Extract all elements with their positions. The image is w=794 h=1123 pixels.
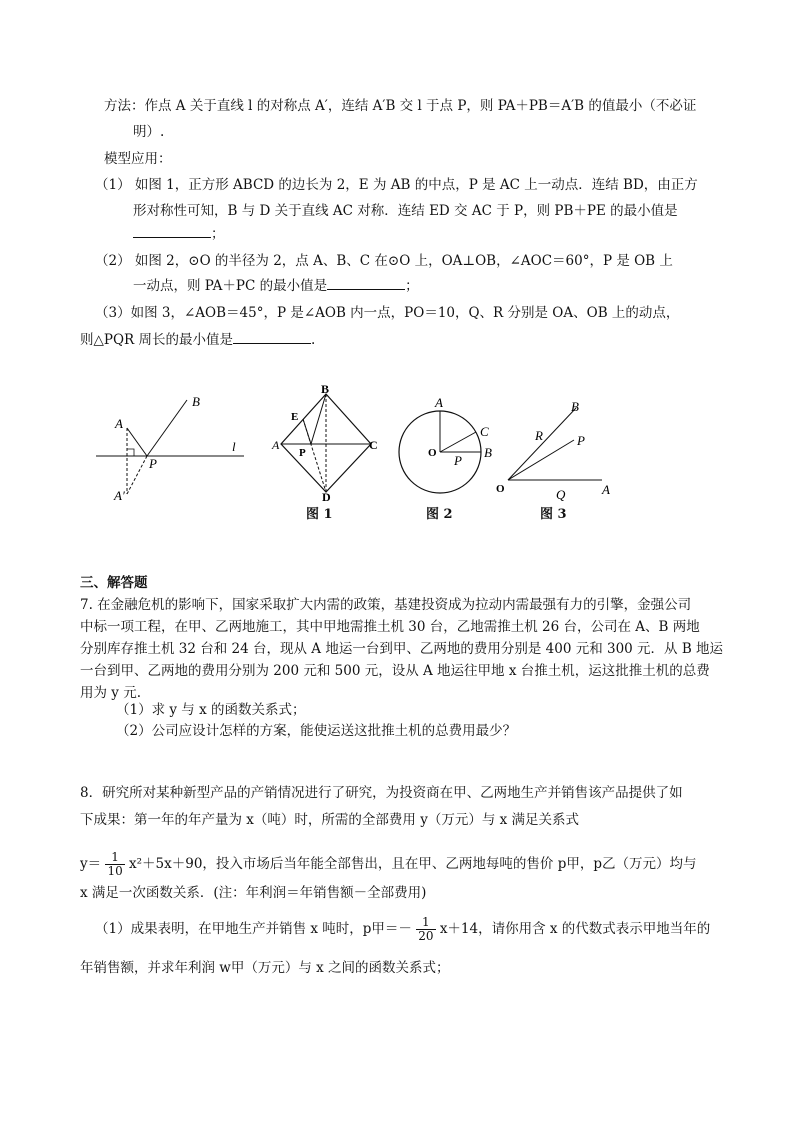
fig1-label-d: D (322, 490, 331, 502)
q7-line-2: 中标一项工程，在甲、乙两地施工，其中甲地需推土机 30 台，乙地需推土机 26 台，公司在 A、B 两地 (80, 619, 700, 635)
q8-sub-1 (95, 916, 710, 943)
fraction-numerator: 1 (416, 916, 435, 930)
method-line-2: 明）. (133, 124, 165, 140)
q7-line-5: 用为 y 元. (80, 685, 142, 701)
fig0-label-a: A (115, 416, 123, 431)
q1-line-1: （1） 如图 1，正方形 ABCD 的边长为 2，E 为 AB 的中点，P 是 AC 上一动点．连结 BD，由正方 (95, 177, 698, 193)
caption-figure-1: 图 1 (306, 507, 333, 522)
segment-pb (147, 400, 187, 456)
fig3-label-p: P (577, 433, 585, 448)
fig2-label-o: O (428, 447, 437, 459)
q2-answer-blank[interactable] (327, 277, 405, 290)
right-angle-mark (127, 449, 134, 456)
fig0-label-b: B (192, 394, 200, 409)
q1-line-3-end: ； (211, 226, 225, 242)
fraction-denominator: 10 (107, 864, 123, 878)
fig2-label-b: B (484, 445, 492, 460)
fraction-one-twentieth (416, 916, 435, 943)
q2-line-2 (133, 277, 419, 295)
q8-formula-rest: x²＋5x＋90，投入市场后当年能全部售出，且在甲、乙两地每吨的售价 p甲，p乙（万元）均与 (129, 856, 697, 872)
fig3-label-o: O (496, 483, 505, 495)
fig0-label-p: P (149, 456, 157, 471)
segment-op (508, 440, 574, 480)
q3-line-2-end: . (311, 332, 316, 348)
figure-1-square (268, 384, 383, 502)
q8-line-4: x 满足一次函数关系．(注：年利润＝年销售额－全部费用) (80, 885, 427, 901)
fig1-label-e: E (291, 411, 299, 423)
fraction-denominator: 20 (418, 929, 434, 943)
fig2-label-p: P (454, 453, 462, 468)
q8-line-2: 下成果：第一年的年产量为 x（吨）时，所需的全部费用 y（万元）与 x 满足关系式 (80, 812, 580, 828)
fig0-label-aprime: A′ (114, 488, 125, 503)
section-3-heading: 三、解答题 (80, 575, 148, 591)
fig3-label-a: A (602, 482, 610, 497)
q8-sub-1-line-2: 年销售额，并求年利润 w甲（万元）与 x 之间的函数关系式； (80, 960, 450, 976)
q8-line-1: 8．研究所对某种新型产品的产销情况进行了研究，为投资商在甲、乙两地生产并销售该产品提供了如 (80, 785, 683, 801)
fraction-numerator: 1 (105, 851, 124, 865)
q8-line-3 (80, 851, 697, 878)
q7-sub-1: （1）求 y 与 x 的函数关系式； (116, 702, 306, 718)
q7-sub-2: （2）公司应设计怎样的方案，能使运送这批推土机的总费用最少？ (116, 723, 517, 739)
q7-line-1: 7. 在金融危机的影响下，国家采取扩大内需的政策，基建投资成为拉动内需最强有力的引擎，金强公司 (80, 597, 692, 613)
fig2-label-a: A (435, 395, 443, 410)
q2-line-2-text: 一动点，则 PA＋PC 的最小值是 (133, 278, 328, 294)
q3-line-1: （3）如图 3，∠AOB＝45°，P 是∠AOB 内一点，PO＝10，Q、R 分别是 OA、OB 上的动点， (95, 305, 680, 321)
fig3-label-r: R (535, 428, 543, 443)
q8-formula-lhs: y＝ (80, 856, 102, 872)
q1-answer-blank[interactable] (133, 225, 211, 238)
q3-line-2 (80, 331, 315, 349)
fig3-label-b: B (571, 399, 579, 414)
q7-line-3: 分别库存推土机 32 台和 24 台，现从 A 地运一台到甲、乙两地的费用分别是 400 元和 300 元．从 B 地运 (80, 641, 724, 657)
segment-aprime-p (127, 456, 147, 494)
q3-line-2-text: 则△PQR 周长的最小值是 (80, 332, 233, 348)
caption-figure-3: 图 3 (540, 507, 567, 522)
fig2-label-c: C (480, 424, 489, 439)
fig1-label-p: P (299, 447, 306, 459)
caption-figure-2: 图 2 (426, 507, 453, 522)
segment-ep (303, 419, 311, 444)
segment-ap (127, 428, 147, 456)
reflection-model-figure (92, 390, 252, 505)
fig1-label-a: A (272, 438, 280, 452)
fig0-label-l: l (232, 439, 236, 454)
q3-answer-blank[interactable] (233, 331, 311, 344)
ray-ob (508, 408, 576, 480)
fig1-label-c: C (369, 438, 378, 452)
q2-line-2-end: ； (405, 278, 419, 294)
q7-line-4: 一台到甲、乙两地的费用分别为 200 元和 500 元，设从 A 地运往甲地 x 台推土机，运这批推土机的总费 (80, 663, 710, 679)
fig1-label-b: B (321, 384, 330, 396)
model-heading: 模型应用： (104, 151, 172, 167)
square-abcd (281, 394, 371, 492)
fraction-one-tenth (105, 851, 124, 878)
radius-oc (440, 432, 476, 452)
fig3-label-q: Q (556, 487, 566, 502)
q1-line-3 (133, 225, 225, 243)
figure-3-angle (490, 392, 620, 502)
method-line-1: 方法：作点 A 关于直线 l 的对称点 A′，连结 A′B 交 l 于点 P，则 PA＋PB＝A′B 的值最小（不必证 (104, 98, 697, 114)
q2-line-1: （2） 如图 2，⊙O 的半径为 2，点 A、B、C 在⊙O 上，OA⊥OB，∠AOC＝60°，P 是 OB 上 (95, 253, 673, 269)
q8-sub-1-pre: （1）成果表明，在甲地生产并销售 x 吨时，p甲＝－ (95, 921, 412, 937)
q8-sub-1-post: x＋14，请你用含 x 的代数式表示甲地当年的 (439, 921, 711, 937)
q1-line-2: 形对称性可知，B 与 D 关于直线 AC 对称．连结 ED 交 AC 于 P，则 PB＋PE 的最小值是 (133, 203, 678, 219)
